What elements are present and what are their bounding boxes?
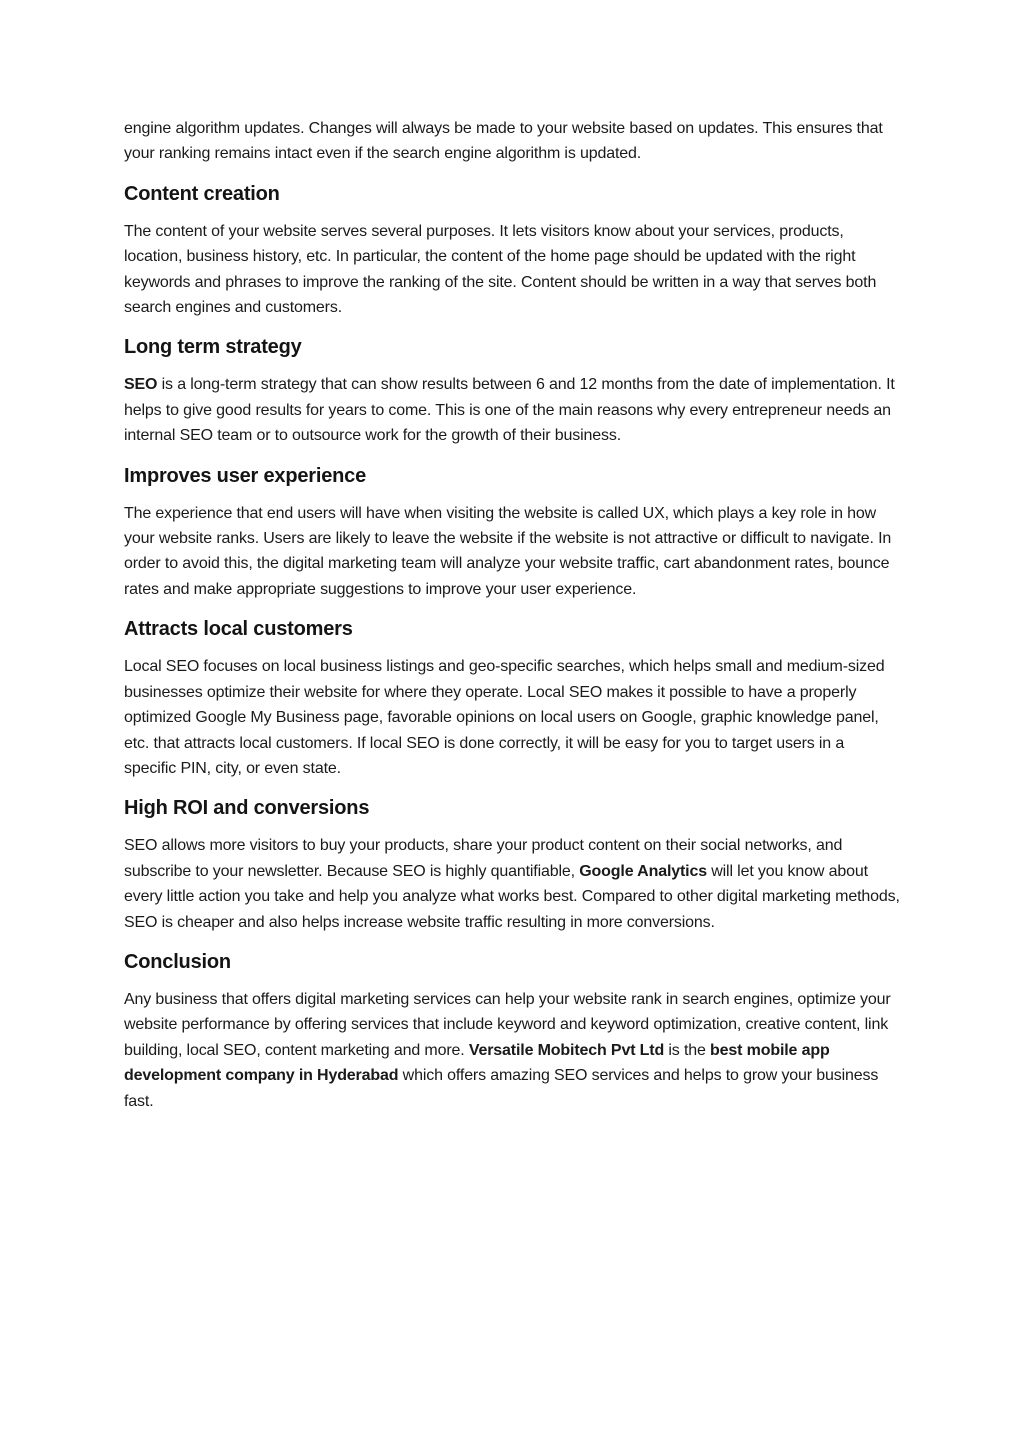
heading-high-roi-and-conversions: High ROI and conversions [124, 797, 370, 820]
section-high-roi-and-conversions [124, 795, 900, 935]
bold-text-run: best mobile app development company in Hyderabad [124, 1041, 830, 1085]
heading-conclusion: Conclusion [124, 950, 231, 973]
paragraph-conclusion [124, 987, 900, 1114]
heading-improves-user-experience: Improves user experience [124, 464, 366, 487]
paragraph-long-term-strategy [124, 372, 900, 448]
text-run: is the [664, 1041, 711, 1059]
section-long-term-strategy [124, 334, 900, 448]
text-run: which offers amazing SEO services and helps to grow your business fast. [124, 1067, 879, 1110]
bold-text-run: Versatile Mobitech Pvt Ltd [468, 1041, 665, 1059]
heading-attracts-local-customers: Attracts local customers [124, 618, 353, 641]
bold-text-run: SEO [124, 376, 158, 394]
section-improves-user-experience [124, 463, 900, 603]
intro-paragraph [124, 116, 900, 167]
text-run: is a long-term strategy that can show results between 6 and 12 months from the date of implementation. It helps to give good results for years to come. This is one of the main reasons why every entrepreneur needs an internal SEO team or to outsource work for the growth of their business. [124, 376, 895, 445]
text-run: engine algorithm updates. Changes will always be made to your website based on updates. This ensures that your ranking remains intact even if the search engine algorithm is updated. [124, 120, 883, 163]
section-attracts-local-customers [124, 616, 900, 781]
paragraph-attracts-local-customers [124, 654, 900, 781]
text-run: Any business that offers digital marketing services can help your website rank in search engines, optimize your website performance by offering services that include keyword and keyword optimization, creative content, link building, local SEO, content marketing and more. [124, 990, 891, 1059]
paragraph-content-creation [124, 219, 900, 321]
text-run: will let you know about every little action you take and help you analyze what works best. Compared to other digital marketing methods, SEO is cheaper and also helps increase website traffic resulting in more conversions. [124, 862, 900, 931]
paragraph-improves-user-experience [124, 501, 900, 603]
text-run: SEO allows more visitors to buy your products, share your product content on their social networks, and subscribe to your newsletter. Because SEO is highly quantifiable, [124, 837, 843, 880]
bold-text-run: Google Analytics [579, 862, 707, 880]
section-conclusion [124, 949, 900, 1114]
paragraph-high-roi-and-conversions [124, 833, 900, 935]
text-run: Local SEO focuses on local business listings and geo-specific searches, which helps small and medium-sized businesses optimize their website for where they operate. Local SEO makes it possible to have a properly optimized Google My Business page, favorable opinions on local users on Google, graphic knowledge panel, etc. that attracts local customers. If local SEO is done correctly, it will be easy for you to target users in a specific PIN, city, or even state. [124, 658, 885, 777]
heading-long-term-strategy: Long term strategy [124, 336, 302, 359]
text-run: The content of your website serves several purposes. It lets visitors know about your services, products, location, business history, etc. In particular, the content of the home page should be updated with the right keywords and phrases to improve the ranking of the site. Content should be written in a way that serves both search engines and customers. [124, 222, 877, 317]
section-content-creation [124, 181, 900, 321]
heading-content-creation: Content creation [124, 182, 280, 205]
text-run: The experience that end users will have when visiting the website is called UX, which plays a key role in how your website ranks. Users are likely to leave the website if the website is not attractive or difficult to navigate. In order to avoid this, the digital marketing team will analyze your website traffic, cart abandonment rates, bounce rates and make appropriate suggestions to improve your user experience. [124, 504, 892, 598]
